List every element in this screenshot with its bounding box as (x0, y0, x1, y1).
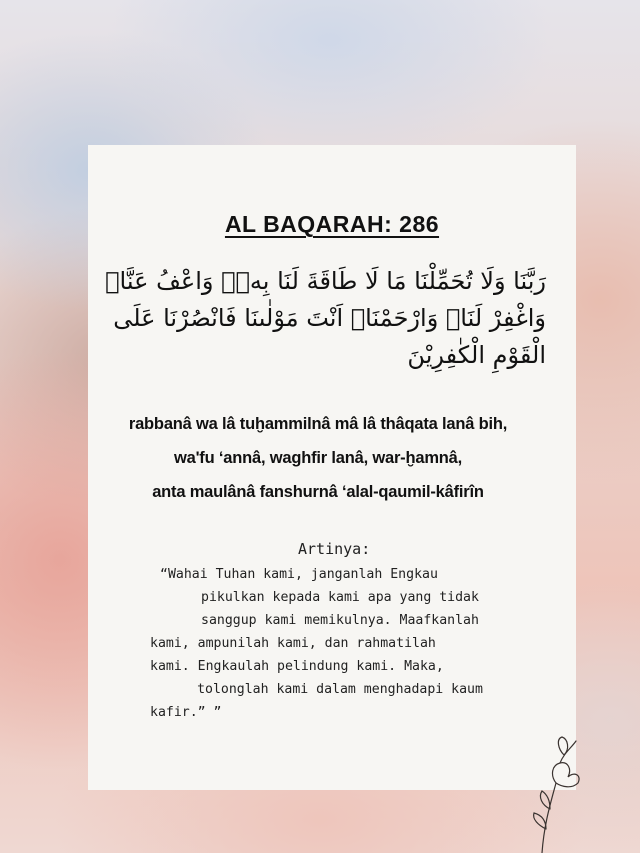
meaning-line: kafir.” ” (150, 705, 222, 720)
verse-card (88, 145, 576, 790)
meaning-line: kami, ampunilah kami, dan rahmatilah (150, 636, 436, 651)
meaning-line: sanggup kami memikulnya. Maafkanlah (201, 613, 479, 628)
meaning-line: kami. Engkaulah pelindung kami. Maka, (150, 659, 444, 674)
transliteration-line: wa'fu ‘annâ, waghfir lanâ, war-ḫamnâ, (173, 449, 463, 467)
transliteration-line: anta maulânâ fanshurnâ ‘alal-qaumil-kâfirîn (152, 483, 484, 501)
flower-sketch-icon (520, 725, 600, 853)
meaning-label: Artinya: (298, 540, 371, 558)
arabic-line: وَاغْفِرْ لَنَاۗ وَارْحَمْنَاۗ اَنْتَ مَوْلٰىنَا فَانْصُرْنَا عَلَى (113, 304, 546, 332)
meaning-text (150, 563, 530, 724)
arabic-verse (105, 263, 546, 374)
arabic-line: رَبَّنَا وَلَا تُحَمِّلْنَا مَا لَا طَاقَةَ لَنَا بِهٖۚ وَاعْفُ عَنَّاۗ (105, 267, 546, 295)
meaning-line: “Wahai Tuhan kami, janganlah Engkau (160, 567, 438, 582)
meaning-line: pikulkan kepada kami apa yang tidak (201, 590, 479, 605)
meaning-line: tolonglah kami dalam menghadapi kaum (197, 682, 483, 697)
arabic-line: الْقَوْمِ الْكٰفِرِيْنَ (407, 341, 546, 369)
transliteration (88, 407, 548, 509)
surah-title: AL BAQARAH: 286 (224, 211, 440, 237)
transliteration-line: rabbanâ wa lâ tuḫammilnâ mâ lâ thâqata lanâ bih, (128, 415, 508, 433)
